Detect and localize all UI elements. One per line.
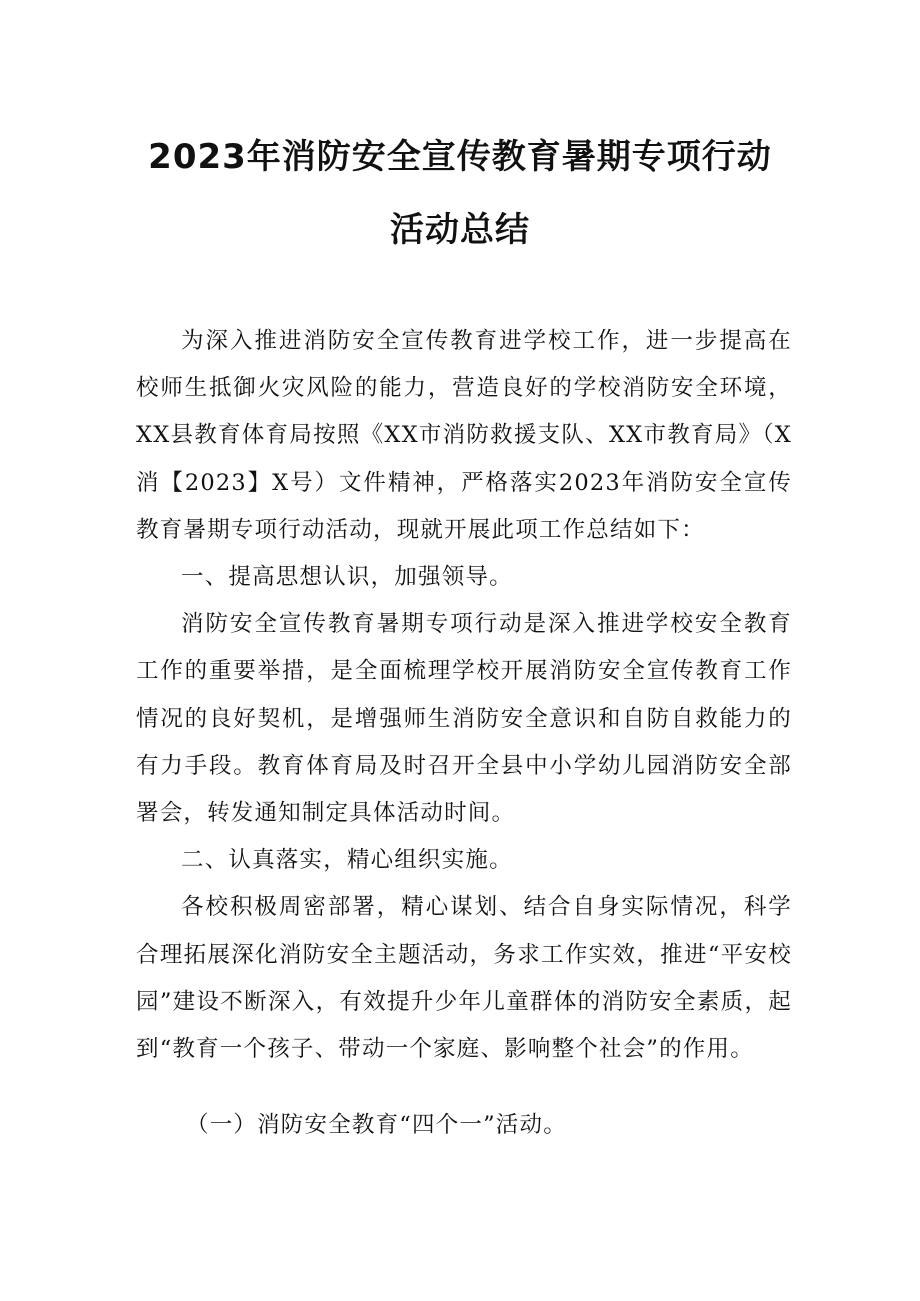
section-1-paragraph: 消防安全宣传教育暑期专项行动是深入推进学校安全教育工作的重要举措，是全面梳理学校开展消防安全宣传教育工作情况的良好契机，是增强师生消防安全意识和自防自救能力的有力手段。教育体育局及时召开全县中小学幼儿园消防安全部署会，转发通知制定具体活动时间。 [136,611,792,827]
document-title-line2: 活动总结 [390,210,530,250]
section-heading-1: 一、提高思想认识，加强领导。 [181,564,513,591]
document-title-line1: 2023年消防安全宣传教育暑期专项行动 [148,137,772,177]
document-body [136,318,792,1073]
section-2-paragraph: 各校积极周密部署，精心谋划、结合自身实际情况，科学合理拓展深化消防安全主题活动，务求工作实效，推进“平安校园”建设不断深入，有效提升少年儿童群体的消防安全素质，起到“教育一个孩子、带动一个家庭、影响整个社会”的作用。 [136,894,792,1063]
sub-heading-1: （一）消防安全教育“四个一”活动。 [186,1112,567,1138]
intro-paragraph: 为深入推进消防安全宣传教育进学校工作，进一步提高在校师生抵御火灾风险的能力，营造良好的学校消防安全环境，XX县教育体育局按照《XX市消防救援支队、XX市教育局》（X消【2023】X号）文件精神，严格落实2023年消防安全宣传教育暑期专项行动活动，现就开展此项工作总结如下： [136,328,792,543]
section-heading-2: 二、认真落实，精心组织实施。 [181,847,513,874]
